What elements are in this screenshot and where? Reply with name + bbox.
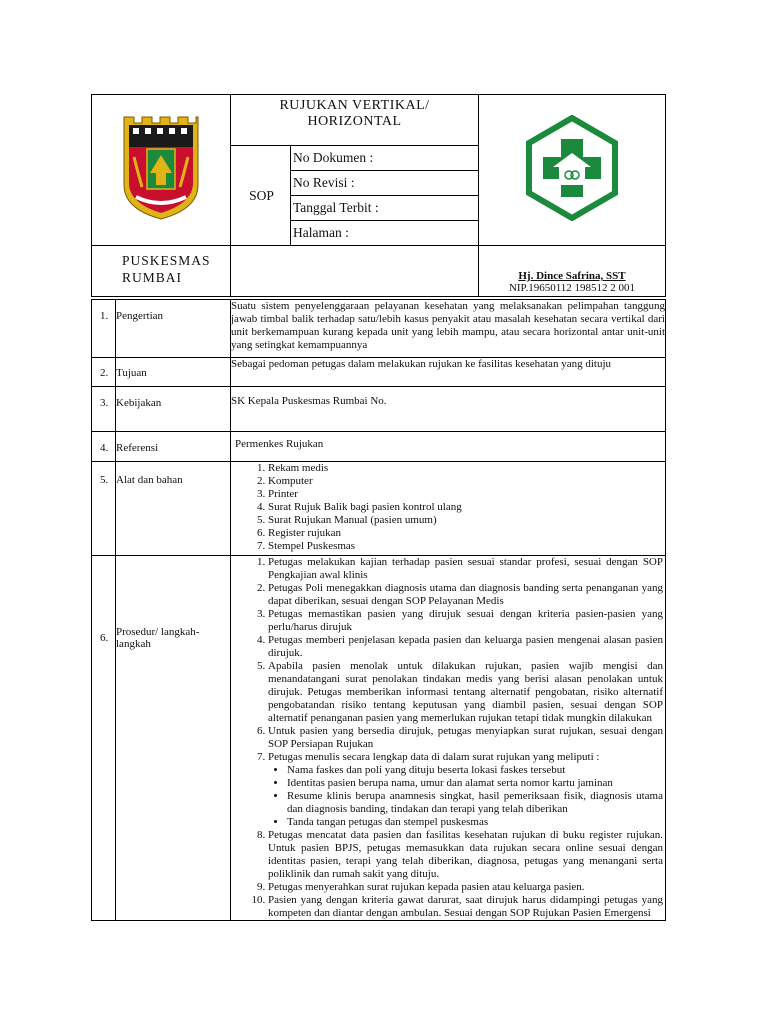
section-number: 3. (92, 387, 116, 432)
procedure-step: 2. Petugas Poli menegakkan diagnosis utama dan diagnosis banding serta penanganan yang dapat diberikan, sesuai dengan SOP Pelayanan Medis (268, 582, 663, 608)
section-text-kebijakan: SK Kepala Puskesmas Rumbai No. (231, 387, 666, 432)
section-label-tujuan: Tujuan (116, 358, 231, 387)
sop-document (91, 94, 665, 921)
signer-nip: NIP.19650112 198512 2 001 (508, 282, 636, 294)
section-label-alat-bahan: Alat dan bahan (116, 462, 231, 556)
procedure-step: 9. Petugas menyerahkan surat rujukan kepada pasien atau keluarga pasien. (268, 881, 663, 894)
meta-halaman: Halaman : (291, 221, 479, 246)
bullet-item: • Resume klinis berupa anamnesis singkat, hasil pemeriksaan fisik, diagnosis utama dan diagnosis banding, tindakan dan terapi yang telah diberikan (287, 790, 663, 816)
list-item: 2. Komputer (268, 475, 665, 488)
procedure-step: 10. Pasien yang dengan kriteria gawat darurat, saat dirujuk harus didampingi petugas yang kompeten dan diantar dengan ambulan. Sesuai dengan SOP Rujukan Pasien Emergensi (268, 894, 663, 920)
puskesmas-logo-cell (479, 95, 666, 246)
procedure-step: 6. Untuk pasien yang bersedia dirujuk, petugas menyiapkan surat rujukan, sesuai dengan SOP Persiapan Rujukan (268, 725, 663, 751)
procedure-step: 3. Petugas memastikan pasien yang dirujuk sesuai dengan kriteria pasien-pasien yang perlu/harus dirujuk (268, 608, 663, 634)
section-label-kebijakan: Kebijakan (116, 387, 231, 432)
sop-label: SOP (231, 146, 291, 246)
procedure-step: 8. Petugas mencatat data pasien dan fasilitas kesehatan rujukan di buku register rujukan. Untuk pasien BPJS, petugas memasukkan data rujukan secara online sesuai dengan identitas pasien, terapi yang telah diberikan, diagnosa, petugas yang menangani serta poliklinik dan rumah sakit yang dituju. (268, 829, 663, 881)
section-label-pengertian: Pengertian (116, 300, 231, 358)
org-line-1: PUSKESMAS (122, 253, 211, 268)
section-number: 5. (92, 462, 116, 556)
list-item: 6. Register rujukan (268, 527, 665, 540)
meta-no-dokumen: No Dokumen : (291, 146, 479, 171)
equipment-list (231, 462, 665, 553)
title-line-1: RUJUKAN VERTIKAL/ (279, 98, 430, 113)
procedure-step: 4. Petugas memberi penjelasan kepada pasien dan keluarga pasien mengenai alasan pasien dirujuk. (268, 634, 663, 660)
list-item: 7. Stempel Puskesmas (268, 540, 665, 553)
meta-no-revisi: No Revisi : (291, 171, 479, 196)
section-number: 4. (92, 432, 116, 462)
procedure-step: 1. Petugas melakukan kajian terhadap pasien sesuai standar profesi, sesuai dengan SOP Pengkajian awal klinis (268, 556, 663, 582)
section-number: 6. (92, 556, 116, 921)
list-item: 4. Surat Rujuk Balik bagi pasien kontrol ulang (268, 501, 665, 514)
section-label-prosedur: Prosedur/ langkah-langkah (116, 556, 231, 921)
regional-emblem-icon (120, 113, 202, 223)
list-item: 5. Surat Rujukan Manual (pasien umum) (268, 514, 665, 527)
section-list-prosedur (231, 556, 666, 921)
section-label-referensi: Referensi (116, 432, 231, 462)
meta-tanggal-terbit: Tanggal Terbit : (291, 196, 479, 221)
org-line-2: RUMBAI (122, 270, 183, 285)
document-title (231, 95, 479, 146)
organization-name (92, 246, 231, 297)
bullet-item: • Identitas pasien berupa nama, umur dan alamat serta nomor kartu jaminan (287, 777, 663, 790)
list-item: 3. Printer (268, 488, 665, 501)
signature-block (479, 246, 666, 297)
referral-data-list (268, 764, 663, 829)
bullet-item: • Tanda tangan petugas dan stempel puskesmas (287, 816, 663, 829)
section-number: 1. (92, 300, 116, 358)
section-number: 2. (92, 358, 116, 387)
list-item: 1. Rekam medis (268, 462, 665, 475)
procedure-step-7 (268, 751, 663, 829)
procedure-step: 5. Apabila pasien menolak untuk dilakukan rujukan, pasien wajib mengisi dan menandatangani surat penolakan tindakan medis yang berisi alasan penolakan untuk dirujuk. Petugas memberikan informasi tentang alternatif pengobatan, risiko alternatif pengobatandan risiko tentang keputusan yang diambil pasien, sesuai dengan SOP alternatif penanganan pasien yang memerlukan rujukan tetapi tidak mungkin dilakukan (268, 660, 663, 725)
bullet-item: • Nama faskes dan poli yang dituju beserta lokasi faskes tersebut (287, 764, 663, 777)
blank-cell (231, 246, 479, 297)
section-text-tujuan: Sebagai pedoman petugas dalam melakukan rujukan ke fasilitas kesehatan yang dituju (231, 358, 666, 387)
puskesmas-logo-icon (519, 115, 625, 221)
section-list-alat-bahan (231, 462, 666, 556)
section-text-pengertian: Suatu sistem penyelenggaraan pelayanan kesehatan yang melaksanakan pelimpahan tanggung jawab timbal balik terhadap satu/lebih kasus penyakit atau masalah kesehatan secara vertikal dari unit berkemampuan kurang kepada unit yang lebih mampu, atau secara horizontal antar unit-unit yang setingkat kemampuannya (231, 300, 666, 358)
sop-header-table (91, 94, 666, 297)
sop-content-table (91, 299, 666, 921)
section-text-referensi: Permenkes Rujukan (231, 432, 666, 462)
regional-emblem-cell (92, 95, 231, 246)
procedure-step-text: Petugas menulis secara lengkap data di dalam surat rujukan yang meliputi : (268, 751, 600, 763)
signer-name: Hj. Dince Safrina, SST (518, 270, 626, 282)
title-line-2: HORIZONTAL (307, 114, 402, 129)
procedure-steps (231, 556, 663, 920)
